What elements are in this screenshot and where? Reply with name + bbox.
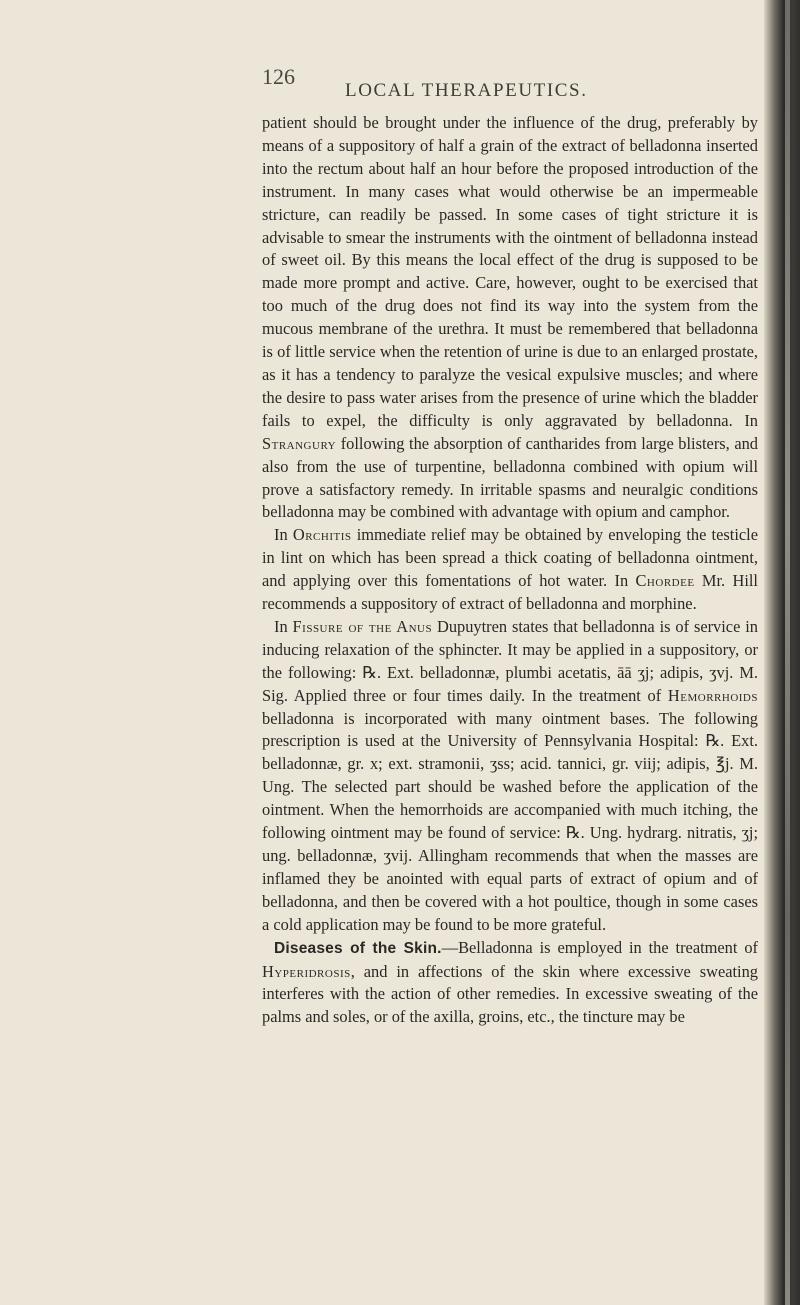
- paragraph-text: , and in affections of the skin where excessive sweating interferes with the action of other remedies. In excessive sweating of the palms and soles, or of the axilla, groins, etc., the tincture may be: [262, 961, 758, 1027]
- paragraph-text: Mr. Hill recommends a suppository of extract of belladonna and morphine.: [262, 571, 758, 614]
- term-hyperidrosis: Hyperidrosis: [262, 961, 351, 981]
- running-head: LOCAL THERAPEUTICS.: [345, 80, 588, 101]
- term-hemorrhoids: Hemorrhoids: [667, 685, 758, 705]
- page-number: 126: [262, 64, 295, 89]
- paragraph-text: —Belladonna is employed in the treatment of: [441, 937, 758, 957]
- paragraph-fissure: [262, 616, 758, 937]
- paragraph-text: Dupuytren states that belladonna is of service in inducing relaxation of the sphincter. It may be applied in a suppository, or the following: ℞. Ext. belladonnæ, plumbi acetatis, āā ʒj; adipis, ʒvj. M. Sig. Applied three or four times daily. In the treatment of: [262, 616, 758, 705]
- body-text: [262, 112, 758, 1029]
- page-edge-highlight: [785, 0, 790, 1305]
- paragraph-text: immediate relief may be obtained by enveloping the testicle in lint on which has been spread a thick coating of belladonna ointment, and applying over this fomentations of hot water. In: [262, 525, 758, 591]
- paragraph-text: In: [274, 525, 293, 545]
- term-orchitis: Orchitis: [292, 525, 352, 545]
- paragraph-skin: [262, 937, 758, 1030]
- paragraph-text: In: [274, 616, 293, 636]
- paragraph-text: belladonna is incorporated with many ointment bases. The following prescription is used at the University of Pennsylvania Hospital: ℞. Ext. belladonnæ, gr. x; ext. stramonii, ʒss; acid. tannici, gr. viij; adipis, ℥j. M. Ung. The selected part should be washed before the application of the ointment. When the hemorrhoids are accompanied with much itching, the following ointment may be found of service: ℞. Ung. hydrarg. nitratis, ʒj; ung. belladonnæ, ʒvij. Allingham recommends that when the masses are inflamed they be anointed with equal parts of extract of opium and of belladonna, and then be covered with a hot poultice, though in some cases a cold application may be found to be more grateful.: [262, 708, 758, 934]
- term-strangury: Strangury: [262, 433, 337, 453]
- paragraph-text: patient should be brought under the influence of the drug, preferably by means of a suppository of half a grain of the extract of belladonna inserted into the rectum about half an hour before the proposed introduction of the instrument. In many cases what would otherwise be an impermeable stricture, can readily be passed. In some cases of tight stricture it is advisable to smear the instruments with the ointment of belladonna instead of sweet oil. By this means the local effect of the drug is supposed to be made more prompt and active. Care, however, ought to be exercised that too much of the drug does not find its way into the system from the mucous membrane of the urethra. It must be remembered that belladonna is of little service when the retention of urine is due to an enlarged prostate, as it has a tendency to paralyze the vesical expulsive muscles; and where the desire to pass water arises from the presence of urine which the bladder fails to expel, the difficulty is only aggravated by belladonna. In: [262, 113, 758, 430]
- paragraph-retention: [262, 112, 758, 524]
- term-chordee: Chordee: [635, 571, 695, 591]
- page-header: [0, 64, 800, 104]
- paragraph-text: following the absorption of cantharides from large blisters, and also from the use of turpentine, belladonna combined with opium will prove a satisfactory remedy. In irritable spasms and neuralgic conditions belladonna may be combined with advantage with opium and camphor.: [262, 433, 758, 522]
- term-fissure-of-the-anus: Fissure of the Anus: [292, 616, 433, 636]
- paragraph-orchitis: [262, 524, 758, 616]
- section-heading-skin: Diseases of the Skin.: [274, 939, 442, 957]
- page-edge-shadow: [764, 0, 800, 1305]
